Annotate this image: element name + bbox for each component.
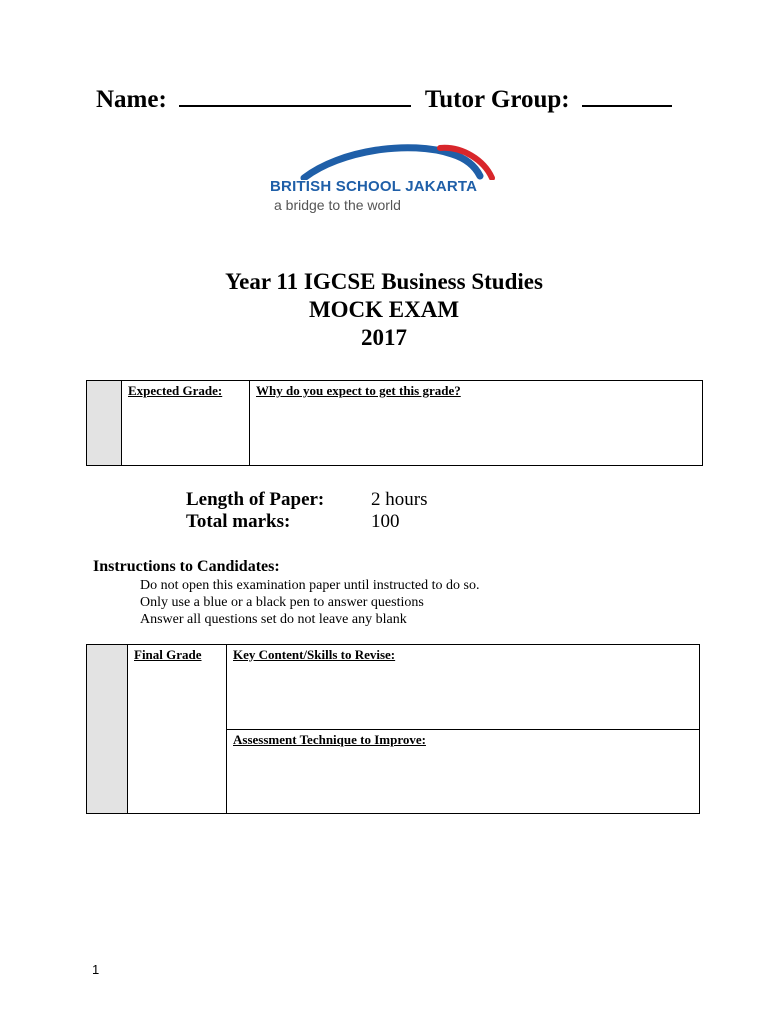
tutor-group-label: Tutor Group:	[424, 86, 570, 113]
bridge-arc-icon	[270, 138, 500, 180]
key-content-label: Key Content/Skills to Revise:	[233, 647, 396, 662]
title-subject: Year 11 IGCSE Business Studies	[225, 269, 543, 294]
school-tagline: a bridge to the world	[274, 197, 401, 213]
school-name: BRITISH SCHOOL JAKARTA	[270, 178, 478, 195]
assessment-technique-cell[interactable]	[227, 729, 700, 814]
length-row	[186, 489, 427, 511]
instructions-list	[140, 577, 479, 628]
name-blank[interactable]	[179, 104, 411, 107]
instruction-item: Do not open this examination paper until instructed to do so.	[140, 578, 480, 593]
marks-value: 100	[371, 511, 400, 532]
shaded-cell	[87, 381, 122, 466]
marks-row	[186, 511, 427, 533]
shaded-cell	[87, 645, 128, 814]
final-grade-cell[interactable]	[128, 645, 227, 814]
name-label: Name:	[96, 86, 167, 113]
title-year: 2017	[361, 325, 407, 350]
key-content-cell[interactable]	[227, 645, 700, 730]
exam-title	[0, 268, 768, 352]
page-number: 1	[92, 962, 100, 977]
instruction-item: Answer all questions set do not leave any blank	[140, 612, 407, 627]
instruction-item: Only use a blue or a black pen to answer questions	[140, 595, 424, 610]
marks-label: Total marks:	[186, 511, 291, 532]
why-grade-label: Why do you expect to get this grade?	[256, 383, 461, 398]
why-grade-cell[interactable]	[250, 381, 703, 466]
name-tutor-line	[96, 86, 672, 114]
final-grade-label: Final Grade	[134, 647, 202, 662]
assessment-technique-label: Assessment Technique to Improve:	[233, 731, 426, 747]
title-exam-type: MOCK EXAM	[308, 297, 460, 322]
final-grade-table	[86, 644, 700, 814]
expected-grade-table	[86, 380, 703, 466]
paper-info	[186, 489, 427, 533]
expected-grade-cell[interactable]	[122, 381, 250, 466]
length-value: 2 hours	[371, 489, 428, 510]
expected-grade-label: Expected Grade:	[128, 383, 223, 398]
instructions-heading: Instructions to Candidates:	[93, 558, 280, 575]
length-label: Length of Paper:	[186, 489, 325, 510]
school-logo	[270, 138, 500, 218]
tutor-group-blank[interactable]	[582, 104, 672, 107]
